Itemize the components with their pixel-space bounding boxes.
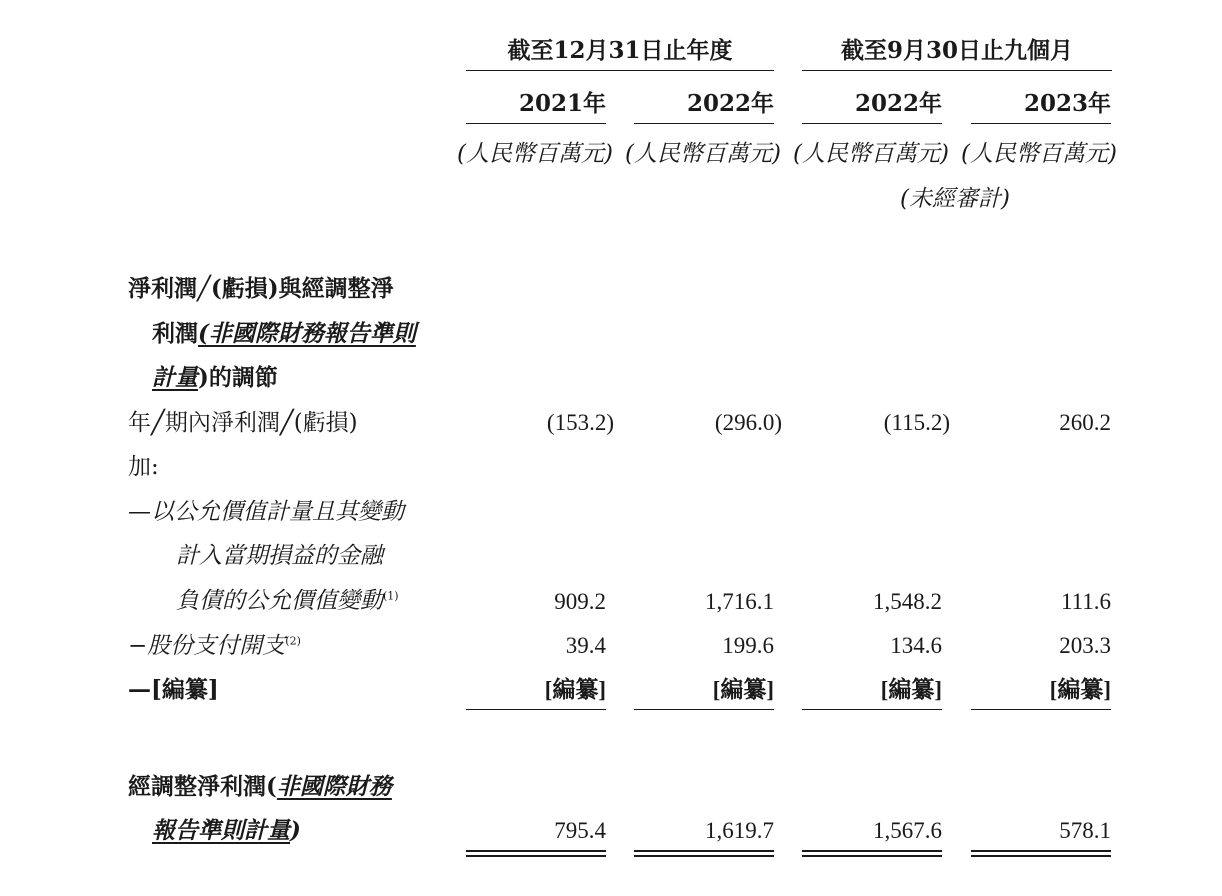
- row-label-sbc: −股份支付開支$^{(2)}$: [128, 633, 301, 659]
- row-label-adjusted-line1: 經調整淨利潤(非國際財務: [128, 773, 392, 800]
- total-double-rule-1: [466, 850, 606, 857]
- row-label-redacted: —[編纂]: [128, 676, 219, 703]
- row-label-add: 加:: [128, 454, 159, 480]
- subtotal-rule-4: [971, 709, 1111, 710]
- total-double-rule-2: [634, 850, 774, 857]
- cell-adjusted-3: 1,567.6: [873, 818, 942, 843]
- cell-redacted-2: [編纂]: [712, 677, 774, 702]
- section-title-line2: 利潤(非國際財務報告準則: [152, 320, 416, 347]
- section-title-line3: 計量)的調節: [152, 364, 278, 391]
- group-header-fy-rule: [466, 70, 774, 71]
- subtotal-rule-3: [802, 709, 942, 710]
- cell-adjusted-1: 795.4: [554, 818, 606, 843]
- subtotal-rule-1: [466, 709, 606, 710]
- group-header-fiscal-year: 截至12月31日止年度: [507, 37, 733, 64]
- cell-sbc-2: 199.6: [722, 633, 774, 658]
- year-header-4: 2023年: [1023, 90, 1111, 117]
- cell-net-profit-1: (153.2): [546, 410, 614, 435]
- row-label-adjusted-line2: 報告準則計量): [152, 817, 301, 844]
- group-header-9m-rule: [802, 70, 1112, 71]
- cell-fv-1: 909.2: [554, 589, 606, 614]
- cell-fv-3: 1,548.2: [873, 589, 942, 614]
- year-header-1: 2021年: [518, 90, 606, 117]
- unit-label-4: (人民幣百萬元): [961, 141, 1117, 167]
- row-label-fv-line2: 計入當期損益的金融: [176, 543, 383, 569]
- cell-adjusted-4: 578.1: [1059, 818, 1111, 843]
- unit-label-3: (人民幣百萬元): [793, 141, 949, 167]
- group-header-nine-months: 截至9月30日止九個月: [840, 37, 1073, 64]
- cell-adjusted-2: 1,619.7: [705, 818, 774, 843]
- row-label-net-profit: 年╱期內淨利潤╱(虧損): [128, 410, 358, 436]
- year-header-3: 2022年: [854, 90, 942, 117]
- subtotal-rule-2: [634, 709, 774, 710]
- cell-fv-2: 1,716.1: [705, 589, 774, 614]
- cell-fv-4: 111.6: [1060, 589, 1111, 614]
- year-rule-4: [971, 123, 1111, 124]
- cell-redacted-3: [編纂]: [880, 677, 942, 702]
- section-title-line1: 淨利潤╱(虧損)與經調整淨: [128, 275, 394, 302]
- year-rule-2: [634, 123, 774, 124]
- cell-net-profit-3: (115.2): [883, 410, 950, 435]
- total-double-rule-4: [971, 850, 1111, 857]
- footnote-1: (1): [383, 589, 399, 603]
- cell-redacted-4: [編纂]: [1049, 677, 1111, 702]
- footnote-2: (2): [285, 634, 301, 648]
- year-header-2: 2022年: [686, 90, 774, 117]
- unaudited-label: (未經審計): [900, 186, 1010, 212]
- cell-sbc-3: 134.6: [890, 633, 942, 658]
- total-double-rule-3: [802, 850, 942, 857]
- year-rule-3: [802, 123, 942, 124]
- unit-label-2: (人民幣百萬元): [625, 141, 781, 167]
- cell-sbc-4: 203.3: [1059, 633, 1111, 658]
- row-label-fv-line3: 負債的公允價值變動$^{(1)}$: [176, 588, 399, 614]
- cell-redacted-1: [編纂]: [544, 677, 606, 702]
- cell-net-profit-4: 260.2: [1059, 410, 1111, 435]
- row-label-fv-line1: —以公允價值計量且其變動: [128, 499, 404, 525]
- cell-sbc-1: 39.4: [565, 633, 606, 658]
- unit-label-1: (人民幣百萬元): [457, 141, 613, 167]
- cell-net-profit-2: (296.0): [714, 410, 782, 435]
- year-rule-1: [466, 123, 606, 124]
